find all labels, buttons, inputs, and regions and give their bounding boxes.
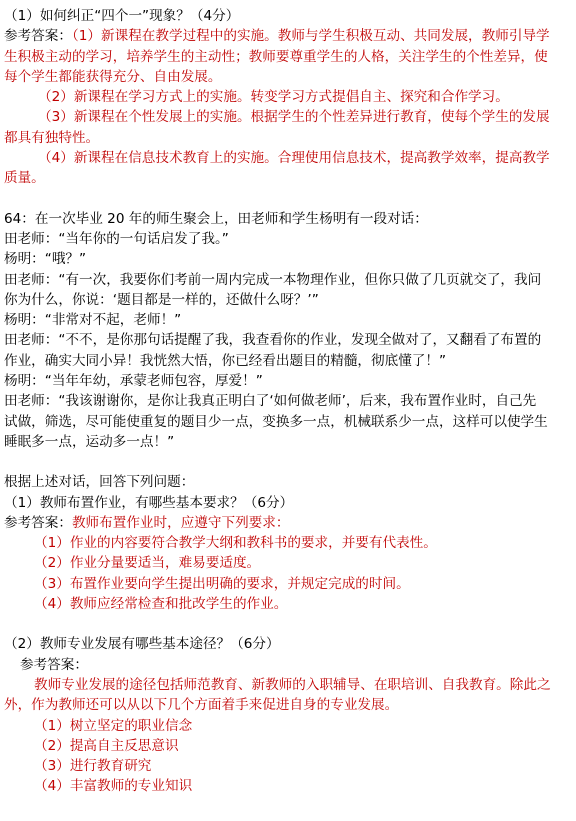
dialogue-line: 田老师：“有一次，我要你们考前一周内完成一本物理作业，但你只做了几页就交了，我问 — [4, 271, 542, 288]
dialogue-line: 杨明：“当年年幼，承蒙老师包容，厚爱！” — [4, 373, 263, 390]
answer-label: 参考答案： — [4, 28, 72, 45]
q64-prompt: 根据上述对话，回答下列问题： — [4, 474, 195, 491]
q1-question: （1）如何纠正“四个一”现象？（4分） — [4, 8, 240, 24]
sub2-body-line-1: 教师专业发展的途径包括师范教育、新教师的入职辅导、在职培训、自我教育。除此之 — [34, 676, 551, 693]
sub1-answer-intro: 教师布置作业时，应遵守下列要求： — [71, 514, 290, 531]
dialogue-line: 田老师：“当年你的一句话启发了我。” — [4, 230, 229, 247]
dialogue-line: 试做，筛选，尽可能使重复的题目少一点，变换多一点，机械联系少一点，这样可以使学生 — [4, 413, 548, 430]
sub1-answer-line — [4, 513, 576, 533]
spacer — [4, 614, 576, 634]
answer-label: 参考答案： — [4, 514, 72, 531]
dialogue-line: 杨明：“非常对不起，老师！” — [4, 312, 182, 329]
sub2-item: （1）树立坚定的职业信念 — [34, 717, 193, 734]
spacer — [4, 452, 576, 472]
dialogue-line: 田老师：“不不，是你那句话提醒了我，我查看你的作业，发现全做对了，又翻看了布置的 — [4, 332, 542, 349]
sub2-item: （2）提高自主反思意识 — [34, 737, 179, 754]
sub2-body-line-2: 外，作为教师还可以从以下几个方面着手来促进自身的专业发展。 — [4, 697, 399, 714]
sub1-item: （1）作业的内容要符合教学大纲和教科书的要求，并要有代表性。 — [34, 535, 437, 552]
sub2-item: （4）丰富教师的专业知识 — [34, 778, 193, 795]
q1-answer-3-line-2: 都具有独特性。 — [4, 129, 100, 146]
q1-answer-3-line-1: （3）新课程在个性发展上的实施。根据学生的个性差异进行教育，使每个学生的发展 — [38, 109, 550, 126]
dialogue-line: 作业，确实大同小异！我恍然大悟，你已经看出题目的精髓，彻底懂了！” — [4, 352, 447, 369]
q1-answer-1-text: （1）新课程在教学过程中的实施。教师与学生积极互动、共同发展，教师引导学 — [71, 28, 550, 45]
spacer — [4, 189, 576, 209]
sub1-item: （4）教师应经常检查和批改学生的作业。 — [34, 596, 288, 613]
q1-answer-4-line-2: 质量。 — [4, 170, 45, 187]
sub2-item: （3）进行教育研究 — [34, 758, 152, 775]
q1-answer-2: （2）新课程在学习方式上的实施。转变学习方式提倡自主、探究和合作学习。 — [38, 89, 509, 106]
q1-answer-1-line-2: 生积极主动的学习，培养学生的主动性；教师要尊重学生的人格，关注学生的个性差异，使 — [4, 48, 548, 65]
q1-answer-line-1 — [4, 26, 576, 46]
sub2-answer-label: 参考答案： — [20, 656, 88, 673]
dialogue-line: 田老师：“我该谢谢你，是你让我真正明白了‘如何做老师’，后来，我布置作业时，自己先 — [4, 393, 537, 410]
q64-intro: 64：在一次毕业 20 年的师生聚会上，田老师和学生杨明有一段对话： — [4, 210, 428, 227]
dialogue-line: 杨明：“哦？” — [4, 251, 87, 268]
sub1-item: （2）作业分量要适当，难易要适度。 — [34, 555, 261, 572]
dialogue-line: 你为什么，你说：‘题目都是一样的，还做什么呀？’” — [4, 291, 319, 308]
sub1-item: （3）布置作业要向学生提出明确的要求，并规定完成的时间。 — [34, 575, 410, 592]
q1-answer-1-line-3: 每个学生都能获得充分、自由发展。 — [4, 68, 222, 85]
dialogue-line: 睡眠多一点，运动多一点！” — [4, 433, 175, 450]
sub2-question: （2）教师专业发展有哪些基本途径？（6分） — [4, 636, 280, 653]
sub1-question: （1）教师布置作业，有哪些基本要求？（6分） — [4, 494, 294, 511]
q1-answer-4-line-1: （4）新课程在信息技术教育上的实施。合理使用信息技术，提高教学效率，提高教学 — [38, 150, 550, 167]
